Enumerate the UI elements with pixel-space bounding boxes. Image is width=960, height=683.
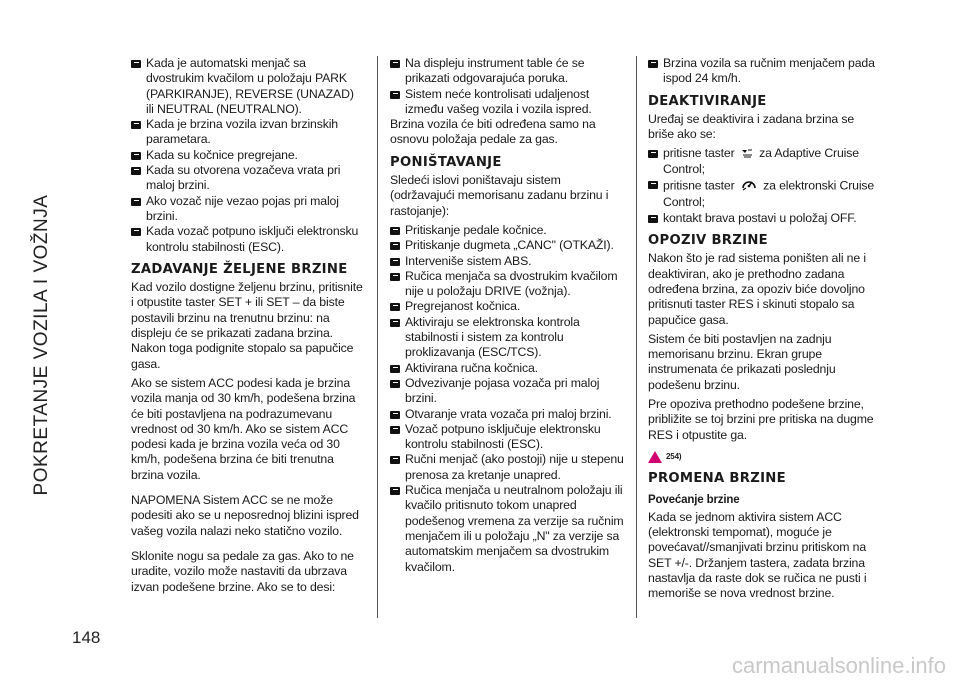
paragraph: Pre opoziva prethodno podešene brzine, približite se toj brzini pre pritiska na dugme RES i otpustite ga. [648, 397, 874, 442]
list-item: Ako vozač nije vezao pojas pri maloj brzini. [131, 194, 363, 225]
list-item: Sistem neće kontrolisati udaljenost između vašeg vozila i vozila ispred. [390, 87, 624, 118]
cruise-control-icon [741, 177, 757, 195]
list-item: Interveniše sistem ABS. [390, 254, 624, 269]
list-item: Pritiskanje pedale kočnice. [390, 223, 624, 238]
column-divider [636, 56, 637, 618]
paragraph: Ako se sistem ACC podesi kada je brzina vozila manja od 30 km/h, podešena brzina će biti postavljena na podrazumevanu vrednost od 30 km/h. Ako se sistem ACC podesi kada je brzina vozila veća od 30 km/h, podešena brzina će biti trenutna brzina vozila. [131, 375, 356, 482]
list-item: Aktiviraju se elektronska kontrola stabilnosti i sistem za kontrolu proklizavanja (ESC/TCS). [390, 315, 624, 361]
list-item: Ručica menjača sa dvostrukim kvačilom nije u položaju DRIVE (vožnja). [390, 269, 624, 300]
list-item: Pritiskanje dugmeta „CANC" (OTKAŽI). [390, 238, 624, 253]
warning-reference-number: 254) [666, 451, 682, 461]
subsection-heading: Povećanje brzine [648, 493, 740, 506]
column-3 [648, 56, 880, 606]
list-item-text: za Adaptive Cruise Control; [663, 146, 859, 176]
paragraph: Nakon što je rad sistema poništen ali ne i deaktiviran, ako je prethodno zadana određena brzina, za opoziv biće dovoljno pritisnuti taster RES i skinuti stopalo sa papučice gasa. [648, 251, 866, 327]
page-number: 148 [72, 628, 101, 647]
list-item: Vozač potpuno isključuje elektronsku kontrolu stabilnosti (ESC). [390, 422, 624, 453]
list-item: Pregrejanost kočnica. [390, 299, 624, 314]
acc-distance-icon [741, 147, 753, 162]
section-heading: DEAKTIVIRANJE [648, 93, 767, 109]
column-2 [390, 56, 624, 575]
section-heading: ZADAVANJE ŽELJENE BRZINE [131, 261, 348, 277]
list-item: Kada su otvorena vozačeva vrata pri maloj brzini. [131, 163, 363, 194]
paragraph: Sklonite nogu sa pedale za gas. Ako to ne uradite, vozilo može nastaviti da ubrzava izvan podešene brzine. Ako se to desi: [131, 548, 354, 594]
note-paragraph: NAPOMENA Sistem ACC se ne može podesiti ako se u neposrednoj blizini ispred vašeg vozila nalazi neko statično vozilo. [131, 493, 359, 538]
warning-triangle-icon [648, 451, 662, 463]
chapter-title: POKRETANJE VOZILA I VOŽNJA [31, 194, 52, 496]
list-item: Odvezivanje pojasa vozača pri maloj brzini. [390, 376, 624, 407]
section-heading: PONIŠTAVANJE [390, 154, 502, 170]
warning-reference [648, 449, 880, 464]
column-divider [377, 56, 378, 618]
section-heading: PROMENA BRZINE [648, 471, 786, 487]
list-item: Ručni menjač (ako postoji) nije u stepenu prenosa za kretanje unapred. [390, 452, 624, 483]
paragraph: Sistem će biti postavljen na zadnju memorisanu brzinu. Ekran grupe instrumenata će prikazati poslednju podešenu brzinu. [648, 331, 836, 392]
section-heading: OPOZIV BRZINE [648, 233, 768, 249]
list-item-text: pritisne taster [663, 178, 735, 193]
paragraph: Kada se jednom aktivira sistem ACC (elektronski tempomat), moguće je povećavat//smanjivati brzinu pritiskom na SET +/-. Držanjem tastera, zadata brzina nastavlja da raste dok se ručica ne pusti i memoriše se nova vrednost brzine. [648, 509, 867, 601]
list-item: Kada je brzina vozila izvan brzinskih parametara. [131, 117, 363, 148]
list-item: Brzina vozila sa ručnim menjačem pada ispod 24 km/h. [648, 56, 880, 87]
paragraph: Uređaj se deaktivira i zadana brzina se briše ako se: [648, 111, 855, 142]
paragraph: Kad vozilo dostigne željenu brzinu, pritisnite i otpustite taster SET + ili SET – da biste postavili brzinu na trenutnu brzinu: na displeju će se prikazati zadana brzina. Nakon toga podignite stopalo sa papučice gasa. [131, 280, 363, 371]
paragraph: Brzina vozila će biti određena samo na osnovu položaja pedale za gas. [390, 117, 596, 147]
list-item [648, 146, 880, 177]
list-item: Na displeju instrument table će se prikazati odgovarajuća poruka. [390, 56, 624, 87]
watermark: carmanualsonline.info [731, 653, 946, 678]
list-item: Kada su kočnice pregrejane. [131, 148, 363, 163]
list-item: Kada je automatski menjač sa dvostrukim kvačilom u položaju PARK (PARKIRANJE), REVERSE (UNAZAD) ili NEUTRAL (NEUTRALNO). [131, 56, 363, 117]
list-item: Otvaranje vrata vozača pri maloj brzini. [390, 407, 624, 422]
list-item [648, 177, 880, 211]
list-item-text: pritisne taster [663, 146, 735, 161]
column-1 [131, 56, 363, 599]
list-item: Kada vozač potpuno isključi elektronsku kontrolu stabilnosti (ESC). [131, 224, 363, 255]
list-item: Aktivirana ručna kočnica. [390, 361, 624, 376]
list-item-text: za elektronski Cruise Control; [663, 178, 875, 210]
list-item: Ručica menjača u neutralnom položaju ili kvačilo pritisnuto tokom unapred podešenog vremena za verzije sa ručnim menjačem ili u položaju „N" za verzije sa automatskim menjačem sa dvostrukim kvačilom. [390, 483, 624, 575]
list-item: kontakt brava postavi u položaj OFF. [648, 211, 880, 226]
paragraph: Sledeći islovi poništavaju sistem (održavajući memorisanu zadanu brzinu i rastojanje): [390, 173, 609, 218]
